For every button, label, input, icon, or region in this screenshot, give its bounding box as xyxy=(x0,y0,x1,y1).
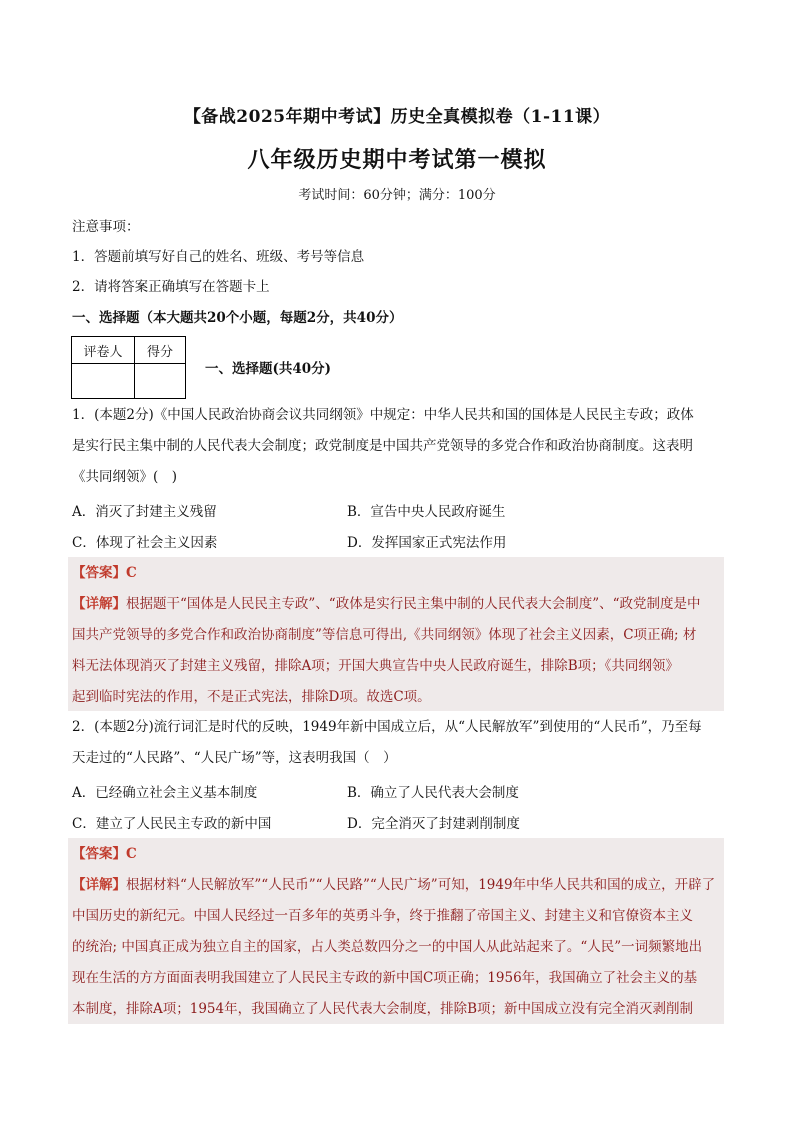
q2-detail-line-2: 中国历史的新纪元。中国人民经过一百多年的英勇斗争，终于推翻了帝国主义、封建主义和官僚资本主义 xyxy=(72,908,693,924)
q2-answer-tag: 【答案】 xyxy=(72,846,126,862)
q1-detail-line-1 xyxy=(72,594,724,614)
section-side-label: 一、选择题(共40分) xyxy=(205,361,332,377)
q1-answer-tag: 【答案】 xyxy=(72,565,126,581)
q1-detail-tag: 【详解】 xyxy=(72,596,126,612)
note-item-1: 1．答题前填写好自己的姓名、班级、考号等信息 xyxy=(72,249,365,265)
q1-stem-line-1: 1．(本题2分)《中国人民政治协商会议共同纲领》中规定：中华人民共和国的国体是人民民主专政；政体 xyxy=(72,407,694,423)
score-cell xyxy=(135,364,186,399)
q1-option-d: D．发挥国家正式宪法作用 xyxy=(347,535,507,551)
q1-option-c: C．体现了社会主义因素 xyxy=(72,535,218,551)
q2-detail-line-5: 本制度，排除A项；1954年，我国确立了人民代表大会制度，排除B项；新中国成立没有完全消灭剥削制 xyxy=(72,1001,694,1017)
q2-stem-line-2: 天走过的“人民路”、“人民广场”等，这表明我国（ ） xyxy=(72,750,397,766)
q2-detail-line-3: 的统治; 中国真正成为独立自主的国家，占人类总数四分之一的中国人从此站起来了。“人民”一词频繁地出 xyxy=(72,939,703,955)
q2-answer xyxy=(72,844,724,864)
q2-option-a: A．已经确立社会主义基本制度 xyxy=(72,785,258,801)
note-item-2: 2．请将答案正确填写在答题卡上 xyxy=(72,279,270,295)
q2-detail-tag: 【详解】 xyxy=(72,877,126,893)
q1-stem-line-3: 《共同纲领》( ) xyxy=(72,469,178,485)
q2-stem-line-1: 2．(本题2分)流行词汇是时代的反映，1949年新中国成立后，从“人民解放军”到使用的“人民币”，乃至每 xyxy=(72,719,702,735)
q1-detail-line-2: 国共产党领导的多党合作和政治协商制度”等信息可得出,《共同纲领》体现了社会主义因素，C项正确; 材 xyxy=(72,627,697,643)
score-header: 得分 xyxy=(135,337,186,364)
q1-option-b: B．宣告中央人民政府诞生 xyxy=(347,504,506,520)
q1-detail-line-3: 料无法体现消灭了封建主义残留，排除A项；开国大典宣告中央人民政府诞生，排除B项；《共同纲领》 xyxy=(72,658,679,674)
q2-option-d: D．完全消灭了封建剥削制度 xyxy=(347,816,520,832)
q1-stem-line-2: 是实行民主集中制的人民代表大会制度；政党制度是中国共产党领导的多党合作和政治协商制度。这表明 xyxy=(72,438,693,454)
q2-option-c: C．建立了人民民主专政的新中国 xyxy=(72,816,272,832)
score-table xyxy=(71,336,186,399)
q1-detail-line-4: 起到临时宪法的作用，不是正式宪法，排除D项。故选C项。 xyxy=(72,689,431,705)
q1-option-a: A．消灭了封建主义残留 xyxy=(72,504,217,520)
exam-series-title: 【备战2025年期中考试】历史全真模拟卷（1-11课） xyxy=(183,107,611,127)
q2-detail-line-1 xyxy=(72,875,724,895)
q2-detail-line-4: 现在生活的方方面面表明我国建立了人民民主专政的新中国C项正确；1956年，我国确立了社会主义的基 xyxy=(72,970,698,986)
grader-cell xyxy=(72,364,135,399)
q2-option-b: B．确立了人民代表大会制度 xyxy=(347,785,519,801)
notes-heading: 注意事项： xyxy=(72,219,140,235)
q1-answer xyxy=(72,563,724,583)
section-heading: 一、选择题（本大题共20个小题，每题2分，共40分） xyxy=(72,310,403,326)
grader-header: 评卷人 xyxy=(72,337,135,364)
q2-answer-value: C xyxy=(126,846,137,862)
q2-answer-block xyxy=(68,838,724,1024)
q1-detail-text-1: 根据题干“国体是人民民主专政”、“政体是实行民主集中制的人民代表大会制度”、“政党制度是中 xyxy=(126,596,701,612)
exam-time-info: 考试时间：60分钟；满分：100分 xyxy=(298,188,496,203)
q1-answer-value: C xyxy=(126,565,137,581)
exam-title: 八年级历史期中考试第一模拟 xyxy=(247,147,547,173)
q2-detail-text-1: 根据材料“人民解放军”“人民币”“人民路”“人民广场”可知，1949年中华人民共和国的成立，开辟了 xyxy=(126,877,716,893)
